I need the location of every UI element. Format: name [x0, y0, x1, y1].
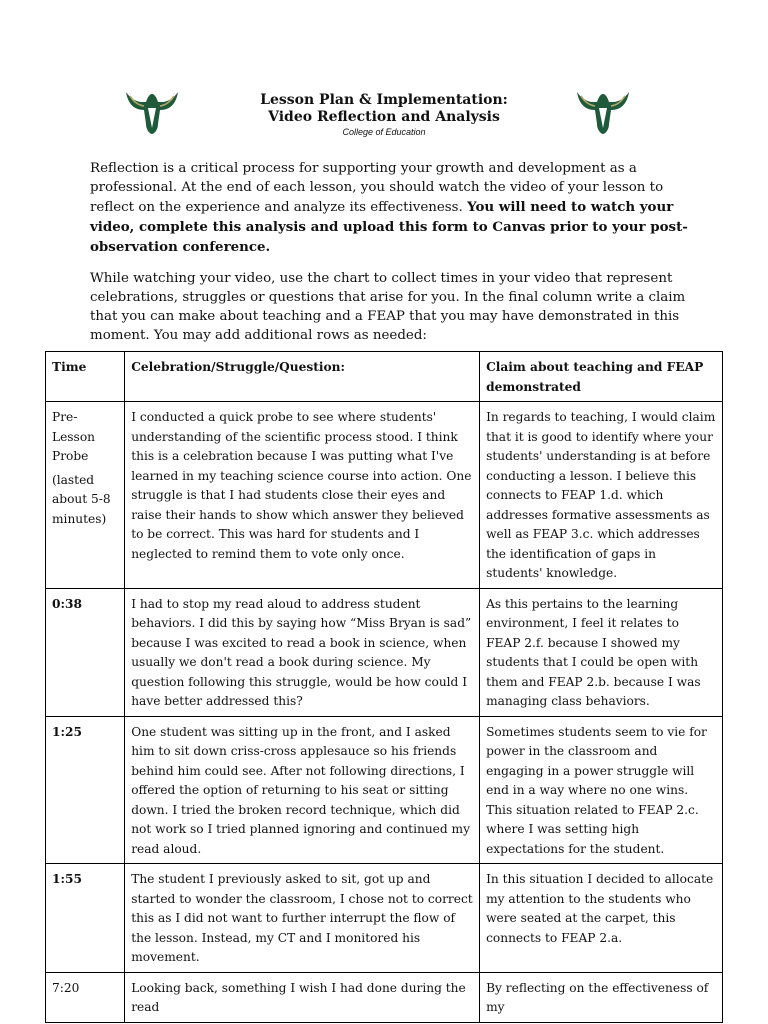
claim-cell: As this pertains to the learning environment, I feel it relates to FEAP 2.f. because I showed my students that I could be open with them and FEAP 2.b. because I was managing class behaviors. — [480, 588, 723, 716]
time-cell — [46, 402, 125, 589]
title-block — [200, 92, 568, 138]
celebration-cell: The student I previously asked to sit, got up and started to wonder the classroom, I chose not to correct this as I did not want to further interrupt the flow of the lesson. Instead, my CT and I monitored his movement. — [125, 864, 480, 973]
time-cell: 1:55 — [46, 864, 125, 973]
page-header — [0, 84, 768, 144]
table-row — [46, 402, 723, 589]
intro-paragraph-1 — [90, 160, 690, 258]
celebration-cell: I had to stop my read aloud to address student behaviors. I did this by saying how “Miss Bryan is sad” because I was excited to read a book in science, when usually we don't read a book during science. My question following this struggle, would be how could I have better addressed this? — [125, 588, 480, 716]
table-row — [46, 864, 723, 973]
celebration-cell: One student was sitting up in the front, and I asked him to sit down criss-cross applesauce so his friends behind him could see. After not following directions, I offered the option of returning to his seat or sitting down. I tried the broken record technique, which did not work so I tried planned ignoring and continued my read aloud. — [125, 716, 480, 864]
usf-bull-logo-icon — [573, 84, 633, 136]
time-note: (lasted about 5-8 minutes) — [52, 472, 111, 526]
intro-paragraph-2: While watching your video, use the chart to collect times in your video that represent celebrations, struggles or questions that arise for you. In the final column write a claim that you can make about teaching and a FEAP that you may have demonstrated in this moment. You may add additional rows as needed: — [90, 271, 686, 343]
reflection-table — [45, 351, 723, 1023]
table-header-row — [46, 352, 723, 402]
document-title-line2: Video Reflection and Analysis — [268, 109, 500, 125]
claim-cell: In this situation I decided to allocate my attention to the students who were seated at the carpet, this connects to FEAP 2.a. — [480, 864, 723, 973]
intro-paragraph-1-text: Reflection is a critical process for supporting your growth and development as a professional. At the end of each lesson, you should watch the video of your lesson to reflect on the experience and analyze its effectiveness. — [90, 161, 664, 215]
document-title-line1: Lesson Plan & Implementation: — [260, 92, 508, 108]
time-value: Pre-Lesson Probe — [52, 410, 96, 463]
time-cell: 7:20 — [46, 972, 125, 1022]
intro-paragraph-1-bold: You will need to watch your video, complete this analysis and upload this form to Canvas prior to your post-observation conference. — [90, 198, 688, 255]
document-subtitle: College of Education — [342, 127, 426, 137]
claim-cell: By reflecting on the effectiveness of my — [480, 972, 723, 1022]
time-cell: 0:38 — [46, 588, 125, 716]
table-row — [46, 588, 723, 716]
claim-cell: In regards to teaching, I would claim that it is good to identify where your students' understanding is at before conducting a lesson. I believe this connects to FEAP 1.d. which addresses formative assessments as well as FEAP 3.c. which addresses the identification of gaps in students' knowledge. — [480, 402, 723, 589]
celebration-cell: Looking back, something I wish I had done during the read — [125, 972, 480, 1022]
time-cell: 1:25 — [46, 716, 125, 864]
column-header-claim: Claim about teaching and FEAP demonstrated — [480, 352, 723, 402]
table-row — [46, 716, 723, 864]
column-header-time: Time — [46, 352, 125, 402]
usf-bull-logo-icon — [122, 84, 182, 136]
table-row — [46, 972, 723, 1022]
celebration-cell: I conducted a quick probe to see where students' understanding of the scientific process stood. I think this is a celebration because I was putting what I've learned in my teaching science course into action. One struggle is that I had students close their eyes and raise their hands to show which answer they believed to be correct. This was hard for students and I neglected to remind them to vote only once. — [125, 402, 480, 589]
column-header-celebration: Celebration/Struggle/Question: — [125, 352, 480, 402]
claim-cell: Sometimes students seem to vie for power in the classroom and engaging in a power struggle will end in a way where no one wins. This situation related to FEAP 2.c. where I was setting high expectations for the student. — [480, 716, 723, 864]
